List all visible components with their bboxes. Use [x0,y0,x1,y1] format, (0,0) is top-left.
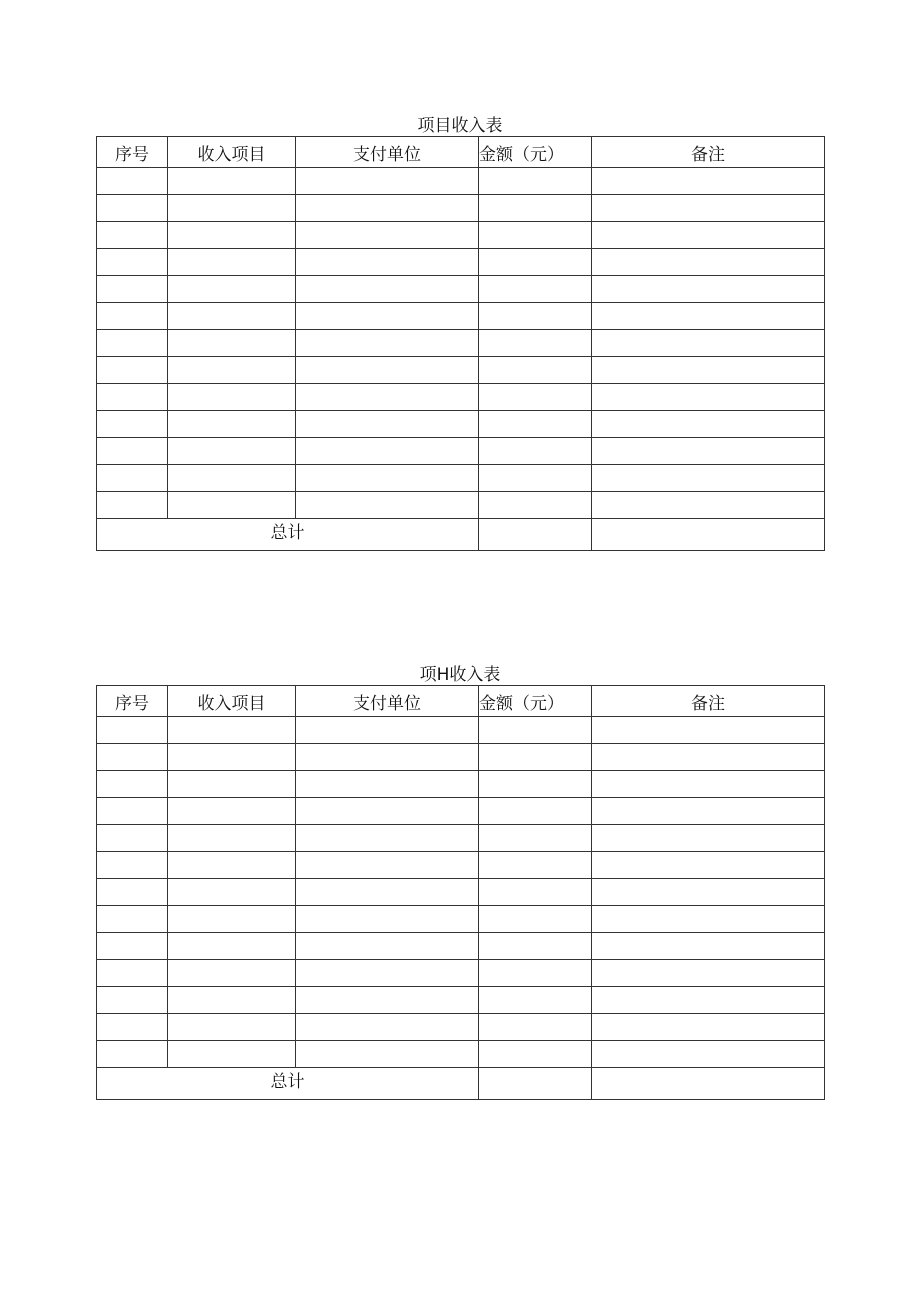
column-header-payer: 支付单位 [296,686,479,717]
cell-remarks [592,492,825,519]
cell-payer [296,330,479,357]
cell-income-item [168,411,296,438]
cell-payer [296,492,479,519]
cell-remarks [592,798,825,825]
table-row [97,744,825,771]
cell-payer [296,852,479,879]
cell-index [97,960,168,987]
cell-payer [296,465,479,492]
cell-amount [479,303,592,330]
cell-income-item [168,852,296,879]
cell-income-item [168,492,296,519]
total-remarks-cell [592,1068,825,1100]
cell-payer [296,717,479,744]
table-row [97,357,825,384]
cell-payer [296,411,479,438]
cell-remarks [592,717,825,744]
table-row [97,168,825,195]
cell-amount [479,438,592,465]
cell-income-item [168,771,296,798]
cell-payer [296,438,479,465]
cell-income-item [168,1041,296,1068]
cell-index [97,987,168,1014]
table-row [97,933,825,960]
table-row [97,852,825,879]
cell-remarks [592,879,825,906]
income-table-2 [96,665,824,1100]
table-row [97,384,825,411]
table-row [97,798,825,825]
cell-index [97,717,168,744]
cell-income-item [168,933,296,960]
cell-income-item [168,303,296,330]
cell-remarks [592,249,825,276]
cell-index [97,744,168,771]
total-row [97,519,825,551]
cell-payer [296,384,479,411]
cell-amount [479,744,592,771]
table-title: 项H收入表 [419,665,501,685]
cell-amount [479,717,592,744]
cell-amount [479,222,592,249]
cell-amount [479,357,592,384]
cell-payer [296,771,479,798]
cell-income-item [168,879,296,906]
table-row [97,411,825,438]
cell-income-item [168,798,296,825]
cell-index [97,906,168,933]
cell-index [97,249,168,276]
cell-income-item [168,276,296,303]
cell-index [97,330,168,357]
table-row [97,1014,825,1041]
cell-income-item [168,357,296,384]
cell-amount [479,492,592,519]
table-row [97,960,825,987]
cell-income-item [168,465,296,492]
cell-index [97,492,168,519]
column-header-remarks: 备注 [592,137,825,168]
cell-income-item [168,249,296,276]
income-table-1 [96,116,824,551]
cell-income-item [168,384,296,411]
table-row [97,879,825,906]
cell-amount [479,933,592,960]
cell-remarks [592,168,825,195]
cell-payer [296,879,479,906]
cell-amount [479,1014,592,1041]
column-header-index: 序号 [97,137,168,168]
cell-remarks [592,1014,825,1041]
column-header-amount: 金额（元） [479,137,592,168]
cell-remarks [592,357,825,384]
cell-remarks [592,465,825,492]
total-label [97,1068,479,1100]
header-row [97,686,825,717]
total-amount-cell [479,1068,592,1100]
header-row [97,137,825,168]
cell-payer [296,195,479,222]
cell-payer [296,357,479,384]
cell-index [97,303,168,330]
column-header-amount: 金额（元） [479,686,592,717]
table-row [97,330,825,357]
cell-income-item [168,906,296,933]
cell-index [97,438,168,465]
cell-index [97,465,168,492]
income-table [96,685,825,1100]
cell-remarks [592,330,825,357]
total-remarks-cell [592,519,825,551]
cell-index [97,798,168,825]
cell-payer [296,987,479,1014]
cell-remarks [592,195,825,222]
cell-amount [479,852,592,879]
cell-index [97,276,168,303]
cell-income-item [168,1014,296,1041]
cell-remarks [592,987,825,1014]
cell-payer [296,1041,479,1068]
cell-income-item [168,438,296,465]
cell-amount [479,879,592,906]
table-row [97,1041,825,1068]
total-label-text: 总计 [270,1072,305,1092]
cell-payer [296,303,479,330]
cell-amount [479,465,592,492]
cell-index [97,1041,168,1068]
table-row [97,195,825,222]
cell-payer [296,168,479,195]
total-label-text: 总计 [270,523,305,543]
cell-income-item [168,168,296,195]
cell-income-item [168,744,296,771]
cell-remarks [592,825,825,852]
cell-remarks [592,906,825,933]
cell-remarks [592,960,825,987]
cell-income-item [168,987,296,1014]
cell-amount [479,1041,592,1068]
column-header-payer: 支付单位 [296,137,479,168]
cell-index [97,879,168,906]
table-row [97,906,825,933]
table-row [97,987,825,1014]
table-row [97,438,825,465]
total-label [97,519,479,551]
cell-income-item [168,330,296,357]
cell-amount [479,330,592,357]
cell-index [97,771,168,798]
cell-amount [479,960,592,987]
cell-payer [296,249,479,276]
cell-payer [296,798,479,825]
column-header-income-item: 收入项目 [168,137,296,168]
cell-remarks [592,744,825,771]
cell-index [97,195,168,222]
table-row [97,465,825,492]
cell-index [97,933,168,960]
cell-payer [296,276,479,303]
cell-remarks [592,222,825,249]
cell-income-item [168,195,296,222]
cell-index [97,825,168,852]
cell-index [97,1014,168,1041]
cell-remarks [592,384,825,411]
cell-payer [296,933,479,960]
table-title: 项目收入表 [417,116,503,136]
cell-amount [479,168,592,195]
cell-index [97,384,168,411]
cell-amount [479,195,592,222]
cell-income-item [168,222,296,249]
cell-index [97,222,168,249]
cell-remarks [592,438,825,465]
total-row [97,1068,825,1100]
cell-amount [479,906,592,933]
cell-payer [296,222,479,249]
cell-payer [296,825,479,852]
cell-remarks [592,303,825,330]
cell-payer [296,960,479,987]
table-row [97,222,825,249]
cell-payer [296,1014,479,1041]
total-amount-cell [479,519,592,551]
cell-amount [479,771,592,798]
cell-remarks [592,852,825,879]
cell-amount [479,825,592,852]
cell-remarks [592,771,825,798]
table-row [97,249,825,276]
cell-amount [479,249,592,276]
cell-remarks [592,1041,825,1068]
column-header-index: 序号 [97,686,168,717]
cell-index [97,168,168,195]
cell-index [97,411,168,438]
table-row [97,276,825,303]
column-header-income-item: 收入项目 [168,686,296,717]
table-row [97,492,825,519]
cell-income-item [168,717,296,744]
cell-remarks [592,933,825,960]
cell-amount [479,276,592,303]
cell-remarks [592,276,825,303]
column-header-remarks: 备注 [592,686,825,717]
cell-payer [296,744,479,771]
table-row [97,303,825,330]
income-table [96,136,825,551]
cell-index [97,852,168,879]
cell-index [97,357,168,384]
cell-remarks [592,411,825,438]
cell-payer [296,906,479,933]
cell-amount [479,798,592,825]
cell-amount [479,411,592,438]
cell-income-item [168,825,296,852]
table-row [97,771,825,798]
cell-income-item [168,960,296,987]
table-row [97,717,825,744]
cell-amount [479,987,592,1014]
table-row [97,825,825,852]
cell-amount [479,384,592,411]
